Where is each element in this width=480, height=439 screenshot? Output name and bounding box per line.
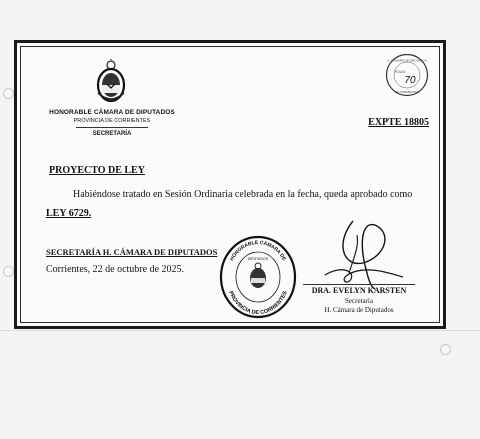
folio-stamp-label: FOLIO — [394, 70, 406, 74]
seal-top-text-2: DIPUTADOS — [247, 257, 269, 261]
header-divider — [76, 127, 148, 128]
document-title: PROYECTO DE LEY — [49, 165, 145, 176]
official-seal-icon — [219, 235, 297, 319]
expediente-number: EXPTE 18805 — [368, 117, 429, 128]
folio-stamp-number: 70 — [404, 75, 416, 86]
folio-stamp-province: DE CORRIENTES — [394, 90, 420, 94]
punch-hole — [3, 88, 14, 99]
header-office: SECRETARÍA — [92, 131, 132, 137]
header-province: PROVINCIA DE CORRIENTES — [73, 118, 151, 124]
svg-text:PROVINCIA DE CORRIENTES — [227, 290, 289, 316]
punch-hole — [3, 266, 14, 277]
coat-of-arms-icon — [93, 59, 129, 105]
signature-line — [303, 284, 415, 285]
signatory-name: DRA. EVELYN KARSTEN — [311, 286, 407, 295]
signatory-role: Secretaria — [345, 297, 373, 305]
signatory-organization: H. Cámara de Diputados — [324, 306, 394, 314]
header-chamber-name: HONORABLE CÁMARA DE DIPUTADOS — [49, 109, 175, 116]
folio-stamp — [385, 53, 429, 97]
secretariat-label: SECRETARÍA H. CÁMARA DE DIPUTADOS — [46, 247, 218, 257]
folio-stamp-ring-text: H. CÁMARA DE DIPUTADOS — [387, 58, 427, 63]
punch-hole — [440, 344, 451, 355]
law-number: LEY 6729. — [46, 208, 92, 219]
document-inner-border — [20, 46, 440, 323]
document-frame — [14, 40, 446, 329]
paper-edge — [0, 330, 480, 331]
place-and-date: Corrientes, 22 de octubre de 2025. — [46, 264, 185, 275]
approval-text: Habiéndose tratado en Sesión Ordinaria celebrada en la fecha, queda aprobado como — [73, 189, 413, 200]
handwritten-signature — [305, 215, 405, 293]
seal-top-text: HONORABLE CÁMARA DE — [229, 239, 287, 262]
seal-bottom-text: PROVINCIA DE CORRIENTES — [227, 290, 289, 317]
